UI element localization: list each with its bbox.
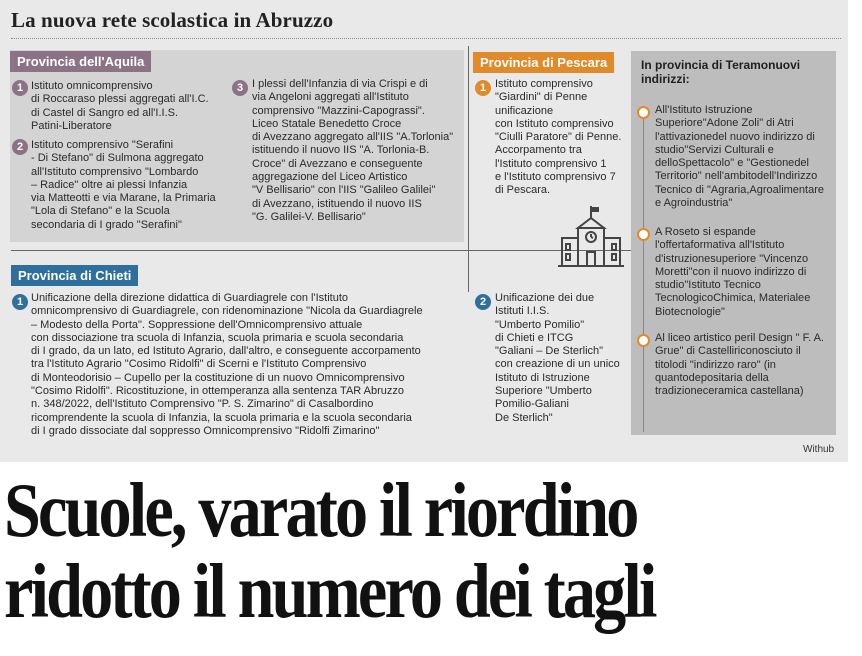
text-line: aggregazione del Liceo Artistico	[252, 171, 408, 184]
text-line: Liceo Statale Benedetto Croce	[252, 117, 402, 130]
text-line: dell'Indirizzo Tecnico di "Agraria,	[655, 170, 818, 196]
text-line: di I grado, da un lato, ed Istituto Agrario, dall'altro, e conseguente accorpamento	[31, 345, 421, 358]
text-line: Unificazione della direzione didattica di Guardiagrele con l'Istituto	[31, 292, 349, 304]
aquila-item-2-number: 2	[12, 139, 28, 155]
pescara-label: Provincia di Pescara	[473, 52, 614, 73]
text-line: riconosciuto il titolo	[655, 345, 801, 371]
text-line: il Design " F. A. Grue" di Castelli	[655, 332, 824, 358]
text-line: l'Istituto comprensivo 1	[495, 157, 607, 170]
text-line: del Territorio" nell'ambito	[655, 157, 809, 183]
aquila-item-1-number: 1	[12, 80, 28, 96]
pescara-item-1-number: 1	[475, 80, 491, 96]
text-line: I plessi dell'Infanzia di via Crispi e di	[252, 78, 428, 90]
text-line: e Biotecnologie"	[655, 292, 811, 318]
text-line: depositaria della tradizione	[655, 371, 769, 398]
text-line: con il nuovo indirizzo di studio	[655, 265, 807, 292]
teramo-bullet-1	[637, 106, 650, 119]
text-line: tra l'Istituto Agrario "Cosimo Ridolfi" di Scerni e l'Istituto Comprensivo	[31, 358, 367, 371]
text-line: De Sterlich"	[495, 411, 553, 424]
text-line: "Lola di Stefano" e la Scuola	[31, 205, 170, 218]
text-line: di Chieti e ITCG	[495, 331, 574, 344]
teramo-bullet-3	[637, 334, 650, 347]
text-line: "Cosimo Ridolfi". Ricostituzione, in ottemperanza alla sentenza TAR Abruzzo	[31, 385, 405, 398]
text-line: Superiore "Umberto	[495, 385, 592, 398]
pescara-item-1	[495, 78, 630, 198]
text-line: "Galiani – De Sterlich"	[495, 345, 604, 358]
text-line: unificazione	[495, 104, 554, 117]
text-line: di "indirizzo raro" (in quanto	[655, 358, 776, 384]
text-line: via Angeloni aggregati all'Istituto	[252, 91, 409, 104]
aquila-item-3-number: 3	[232, 80, 248, 96]
chieti-item-1	[31, 292, 471, 438]
text-line: "Ciulli Paratore" di Penne.	[495, 131, 622, 144]
text-line: Istituto comprensivo	[495, 78, 593, 90]
text-line: con Istituto comprensivo	[495, 117, 614, 130]
text-line: omnicomprensivo di Guardiagrele, con ridenominazione "Nicola da Guardiagrele	[31, 305, 423, 318]
text-line: "Giardini" di Penne	[495, 91, 588, 104]
text-line: "Adone Zoli" di Atri l'attivazione	[655, 117, 794, 143]
title-divider	[11, 38, 841, 39]
text-line: ricomprendente la scuola di Infanzia, la scuola primaria e la scuola secondaria	[31, 411, 412, 424]
text-line: "Umberto Pomilio"	[495, 318, 585, 331]
aquila-item-3	[252, 78, 464, 224]
headline-line-2: ridotto il numero dei tagli	[4, 548, 655, 634]
teramo-item-3	[655, 332, 831, 398]
text-line: Spettacolo" e "Gestione	[678, 157, 795, 170]
teramo-item-2	[655, 226, 831, 319]
chieti-item-2-number: 2	[475, 294, 491, 310]
text-line: di Avezzano aggregato all'IIS "A.Torlonia"	[252, 131, 454, 144]
teramo-item-1	[655, 104, 831, 210]
text-line: e l'Istituto comprensivo 7	[495, 171, 616, 184]
text-line: Agroalimentare e Agroindustria"	[655, 183, 824, 210]
column-divider	[468, 46, 469, 292]
text-line: con creazione di un unico	[495, 358, 620, 371]
text-line: A Roseto si espande l'offerta	[655, 226, 756, 252]
text-line: Chimica, Materiale	[713, 292, 805, 305]
text-line: All'Istituto Istruzione Superiore	[655, 104, 753, 130]
text-line: "Istituto Tecnico Tecnologico	[655, 279, 761, 305]
text-line: superiore "Vincenzo Moretti"	[655, 252, 809, 278]
text-line: – Radice" oltre ai plessi Infanzia	[31, 178, 188, 191]
text-line: di Roccaraso plessi aggregati all'I.C.	[31, 93, 209, 106]
text-line: Istituto comprensivo "Serafini	[31, 139, 174, 151]
text-line: via Matteotti e via Marane, la Primaria	[31, 192, 216, 205]
school-building-icon	[558, 204, 624, 270]
aquila-label: Provincia dell'Aquila	[10, 51, 151, 72]
text-line: Istituti I.I.S.	[495, 305, 550, 318]
text-line: "V Bellisario" con l'IIS "Galileo Galilei"	[252, 184, 436, 197]
chieti-item-2	[495, 292, 630, 425]
source-credit: Withub	[803, 444, 835, 455]
text-line: di Avezzano, istituendo il nuovo IIS	[252, 197, 422, 210]
text-line: "Servizi Culturali e dello	[655, 143, 774, 170]
text-line: Istituto di Istruzione	[495, 371, 590, 384]
section-divider	[11, 250, 633, 251]
article-headline	[4, 467, 742, 634]
text-line: comprensivo "Mazzini-Capograssi".	[252, 104, 425, 117]
text-line: secondaria di I grado "Serafini"	[31, 218, 182, 231]
chieti-item-1-number: 1	[12, 294, 28, 310]
text-line: ceramica castellana)	[702, 385, 804, 398]
text-line: di I grado dissociate dal soppresso Omnicomprensivo "Ridolfi Zimarino"	[31, 424, 380, 437]
teramo-bullet-2	[637, 228, 650, 241]
text-line: all'Istituto comprensivo "Lombardo	[31, 165, 199, 178]
text-line: nuovi indirizzi:	[641, 58, 801, 86]
text-line: Accorpamento tra	[495, 144, 582, 157]
headline-line-1: Scuole, varato il riordino	[4, 467, 637, 553]
text-line: Istituto omnicomprensivo	[31, 80, 153, 92]
text-line: di Pescara.	[495, 184, 551, 197]
text-line: di Monteodorisio – Cupello per la costituzione di un nuovo Omnicomprensivo	[31, 371, 405, 384]
text-line: - Di Stefano" di Sulmona aggregato	[31, 152, 204, 165]
text-line: Pomilio-Galiani	[495, 398, 569, 411]
text-line: Patini-Liberatore	[31, 119, 112, 132]
text-line: di Castel di Sangro ed all'I.I.S.	[31, 106, 179, 119]
text-line: In provincia di Teramo	[641, 58, 769, 72]
infographic-title: La nuova rete scolastica in Abruzzo	[11, 8, 334, 32]
text-line: Croce" di Avezzano e conseguente	[252, 157, 423, 170]
text-line: "G. Galilei-V. Bellisario"	[252, 210, 366, 223]
text-line: – Modesto della Porta". Soppressione dell'Omnicomprensivo attuale	[31, 318, 363, 331]
text-line: del nuovo indirizzo di studio	[655, 130, 815, 156]
text-line: istituendo il nuovo IIS "A. Torlonia-B.	[252, 144, 430, 157]
text-line: n. 348/2022, dell'Istituto Comprensivo "P. S. Zimarino" di Casalbordino	[31, 398, 374, 411]
teramo-timeline	[643, 110, 644, 432]
text-line: con dissociazione tra scuola di Infanzia, scuola primaria e scuola secondaria	[31, 331, 404, 344]
text-line: Al liceo artistico per	[655, 332, 751, 344]
aquila-item-2	[31, 139, 231, 232]
aquila-item-1	[31, 80, 231, 133]
text-line: Unificazione dei due	[495, 292, 595, 304]
teramo-heading	[641, 58, 831, 86]
text-line: formativa all'Istituto d'istruzione	[655, 239, 785, 265]
chieti-label: Provincia di Chieti	[11, 265, 138, 286]
